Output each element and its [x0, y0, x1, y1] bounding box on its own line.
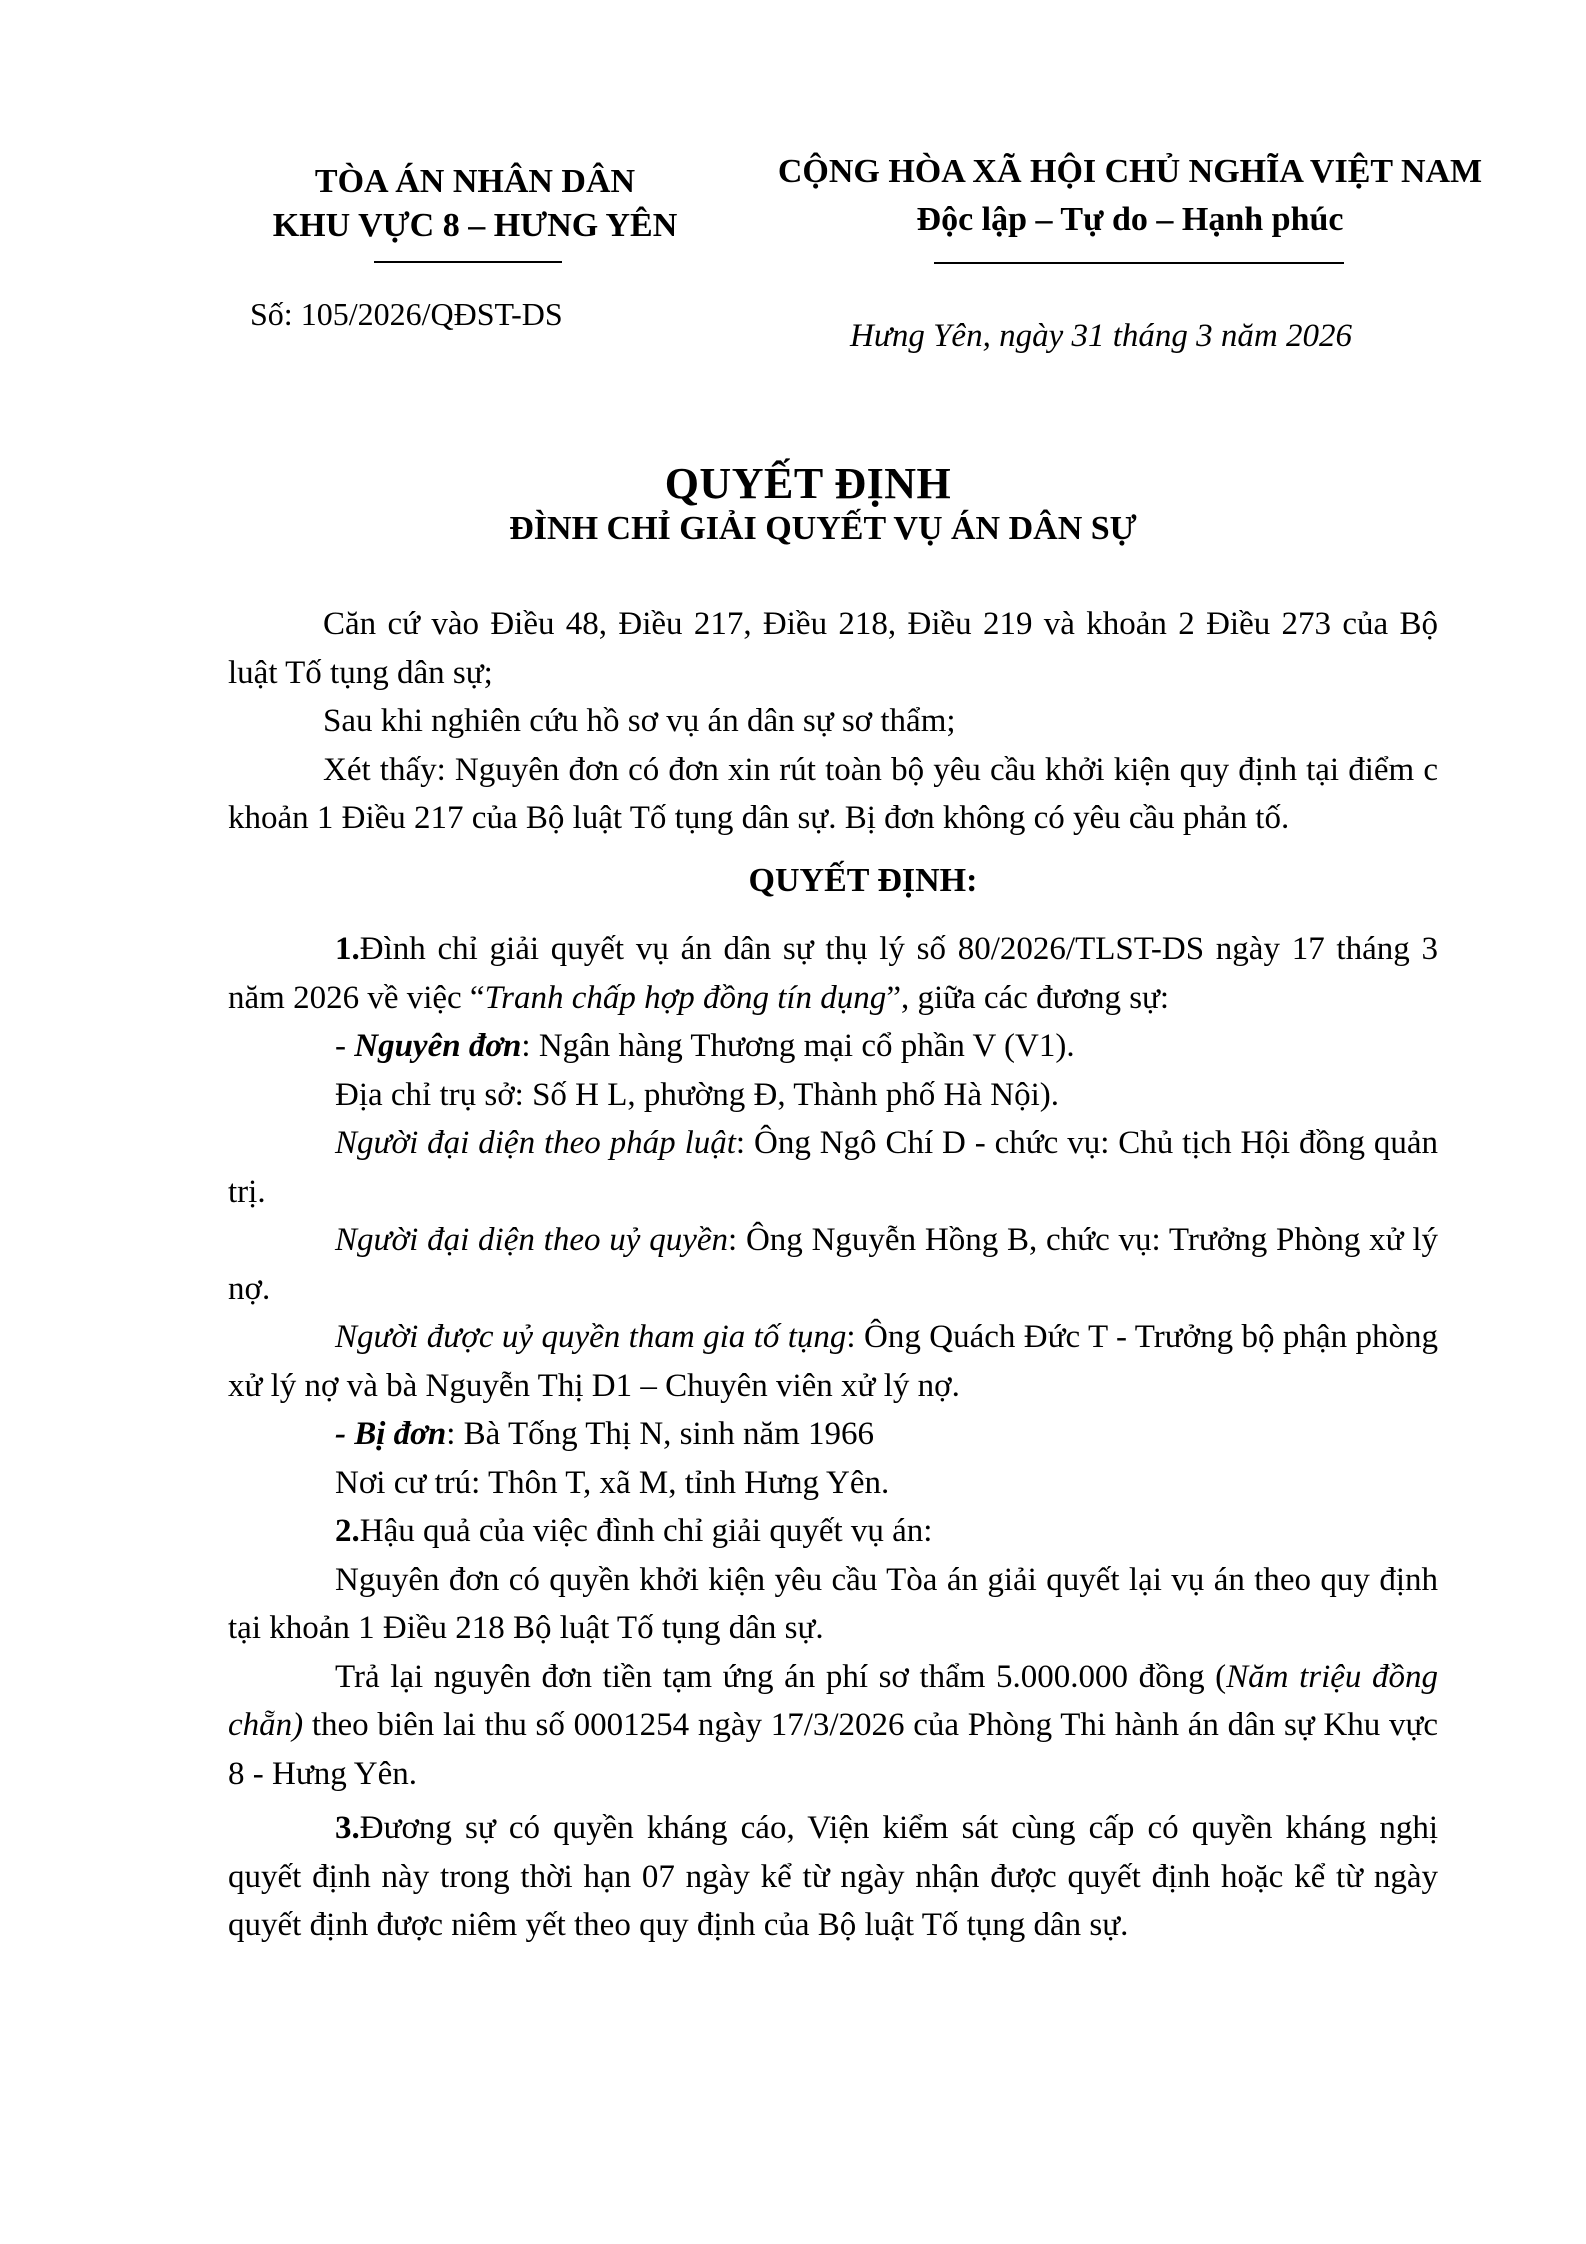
- national-motto-underline: [934, 262, 1344, 264]
- item-number: 2.: [335, 1513, 360, 1549]
- defendant-label: - Bị đơn: [335, 1416, 447, 1452]
- case-type: Tranh chấp hợp đồng tín dụng: [484, 979, 887, 1016]
- defendant-address: Nơi cư trú: Thôn T, xã M, tỉnh Hưng Yên.: [335, 1464, 890, 1501]
- decision-item-3: [228, 1804, 1438, 1950]
- refile-right: Nguyên đơn có quyền khởi kiện yêu cầu Tòa án giải quyết lại vụ án theo quy định tại khoản 1 Điều 218 Bộ luật Tố tụng dân sự.: [228, 1561, 1438, 1646]
- preamble-review: Sau khi nghiên cứu hồ sơ vụ án dân sự sơ thẩm;: [323, 703, 956, 739]
- issue-date: Hưng Yên, ngày 31 tháng 3 năm 2026: [850, 318, 1352, 354]
- item-text: ”, giữa các đương sự:: [886, 979, 1170, 1016]
- item-number: 1.: [335, 931, 360, 967]
- court-header-underline: [374, 261, 562, 263]
- plaintiff-prefix: -: [335, 1028, 355, 1064]
- item-text: Đương sự có quyền kháng cáo, Viện kiểm sát cùng cấp có quyền kháng nghị quyết định này trong thời hạn 07 ngày kể từ ngày nhận được quyết định hoặc kể từ ngày quyết định được niêm yết theo quy định của Bộ luật Tố tụng dân sự.: [228, 1810, 1438, 1943]
- national-title: CỘNG HÒA XÃ HỘI CHỦ NGHĨA VIỆT NAM: [777, 153, 1483, 190]
- auth-rep-label: Người đại diện theo uỷ quyền: [335, 1222, 728, 1258]
- defendant-value: : Bà Tống Thị N, sinh năm 1966: [446, 1416, 875, 1452]
- document-body: [228, 600, 1438, 1950]
- plaintiff: [228, 1022, 1438, 1071]
- national-motto: Độc lập – Tự do – Hạnh phúc: [916, 201, 1344, 238]
- item-number: 3.: [335, 1810, 360, 1846]
- preamble-findings: Xét thấy: Nguyên đơn có đơn xin rút toàn bộ yêu cầu khởi kiện quy định tại điểm c khoản 1 Điều 217 của Bộ luật Tố tụng dân sự. Bị đơn không có yêu cầu phản tố.: [228, 751, 1438, 836]
- decision-item-2: [228, 1507, 1438, 1556]
- fee-refund-text: Trả lại nguyên đơn tiền tạm ứng án phí sơ thẩm 5.000.000 đồng (: [335, 1658, 1227, 1695]
- legal-rep-value: : Ông Ngô Chí D - chức vụ: Chủ tịch Hội đồng quản trị.: [228, 1125, 1438, 1210]
- proxy-value: : Ông Quách Đức T - Trưởng bộ phận phòng xử lý nợ và bà Nguyễn Thị D1 – Chuyên viên xử lý nợ.: [228, 1319, 1438, 1404]
- litigation-proxy: [228, 1313, 1438, 1410]
- fee-refund-text: theo biên lai thu số 0001254 ngày 17/3/2026 của Phòng Thi hành án dân sự Khu vực 8 - Hưng Yên.: [228, 1707, 1438, 1792]
- item-heading: Hậu quả của việc đình chỉ giải quyết vụ án:: [359, 1513, 933, 1549]
- decision-heading: QUYẾT ĐỊNH:: [748, 861, 978, 899]
- court-region: KHU VỰC 8 – HƯNG YÊN: [272, 207, 678, 244]
- legal-rep-label: Người đại diện theo pháp luật: [335, 1125, 736, 1161]
- item-text: Đình chỉ giải quyết vụ án dân sự thụ lý số 80/2026/TLST-DS ngày 17 tháng 3 năm 2026 về việc “: [228, 931, 1438, 1016]
- auth-rep-value: : Ông Nguyễn Hồng B, chức vụ: Trưởng Phòng xử lý nợ.: [228, 1222, 1438, 1307]
- decision-item-1: [228, 925, 1438, 1022]
- document-subtitle: ĐÌNH CHỈ GIẢI QUYẾT VỤ ÁN DÂN SỰ: [509, 510, 1137, 547]
- legal-representative: [228, 1119, 1438, 1216]
- court-header: [250, 160, 700, 248]
- defendant: [228, 1410, 1438, 1459]
- plaintiff-address: Địa chỉ trụ sở: Số H L, phường Đ, Thành phố Hà Nội).: [335, 1076, 1060, 1113]
- authorized-representative: [228, 1216, 1438, 1313]
- court-name: TÒA ÁN NHÂN DÂN: [314, 163, 636, 200]
- preamble-legal-basis: Căn cứ vào Điều 48, Điều 217, Điều 218, Điều 219 và khoản 2 Điều 273 của Bộ luật Tố tụng dân sự;: [228, 606, 1438, 691]
- national-header: [740, 148, 1520, 244]
- proxy-label: Người được uỷ quyền tham gia tố tụng: [335, 1319, 847, 1355]
- plaintiff-label: Nguyên đơn: [354, 1028, 522, 1064]
- document-number: Số: 105/2026/QĐST-DS: [250, 296, 563, 332]
- fee-amount-words: Năm triệu đồng chẵn): [228, 1658, 1438, 1743]
- document-title: QUYẾT ĐỊNH: [664, 459, 952, 508]
- plaintiff-value: : Ngân hàng Thương mại cổ phần V (V1).: [521, 1028, 1075, 1064]
- fee-refund: [228, 1653, 1438, 1799]
